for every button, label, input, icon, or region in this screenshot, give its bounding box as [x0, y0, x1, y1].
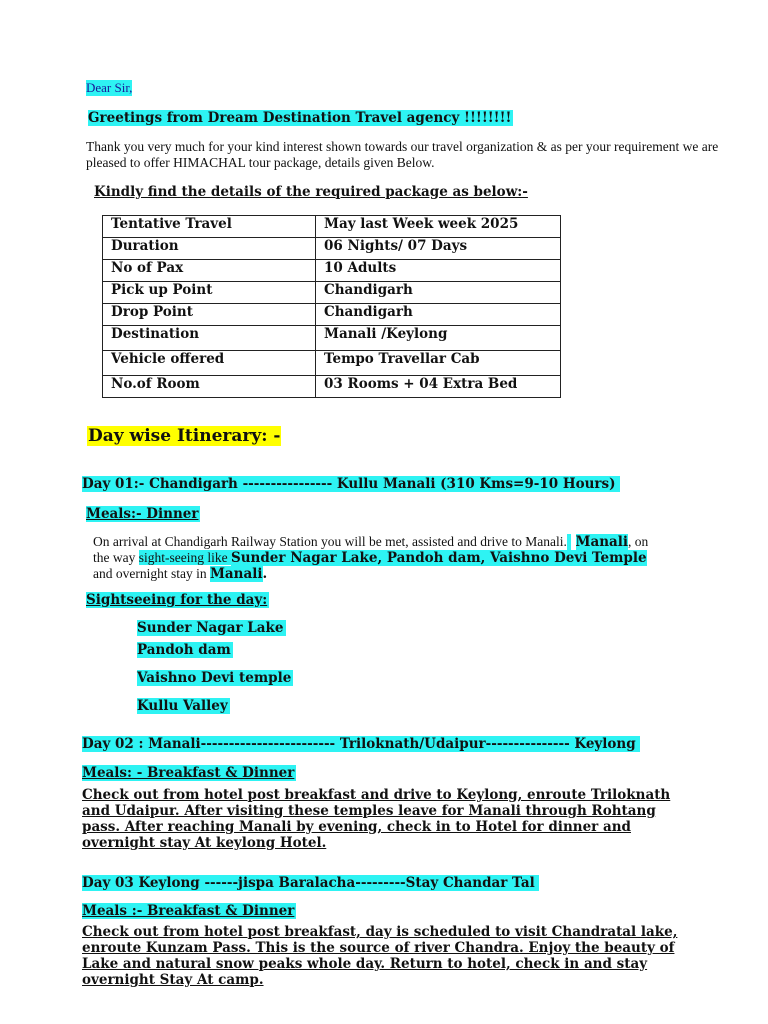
package-row-value: 03 Rooms + 04 Extra Bed [316, 376, 561, 398]
day1-description [93, 534, 653, 582]
package-row-label: No.of Room [103, 376, 316, 398]
day1-desc-overnight: and overnight stay in [93, 566, 210, 581]
package-row-value: Manali /Keylong [316, 326, 561, 351]
day2-description: Check out from hotel post breakfast and drive to Keylong, enroute Triloknath and Udaipur. After visiting these temples leave for Manali through Rohtang pass. After reaching Manali by evening, check in to Hotel for dinner and overnight stay At keylong Hotel. [82, 787, 671, 851]
package-row [103, 351, 561, 376]
intro-paragraph: Thank you very much for your kind interest shown towards our travel organization & as per your requirement we are pleased to offer HIMACHAL tour package, details given Below. [86, 139, 719, 170]
package-row-label: Duration [103, 238, 316, 260]
package-row-label: Pick up Point [103, 282, 316, 304]
package-row [103, 238, 561, 260]
package-details-table [102, 215, 561, 398]
day1-title: Day 01:- Chandigarh ---------------- Kullu Manali (310 Kms=9-10 Hours) [82, 476, 620, 492]
package-row [103, 376, 561, 398]
day3-description: Check out from hotel post breakfast, day is scheduled to visit Chandratal lake, enroute Kunzam Pass. This is the source of river Chandra. Enjoy the beauty of Lake and natural snow peaks whole day. Return to hotel, check in and stay overnight Stay At camp. [82, 924, 678, 988]
itinerary-heading: Day wise Itinerary: - [88, 426, 281, 446]
day1-desc-sights: Sunder Nagar Lake, Pandoh dam, Vaishno Devi Temple [230, 550, 647, 566]
package-row-value: Chandigarh [316, 282, 561, 304]
package-row-value: Tempo Travellar Cab [316, 351, 561, 376]
package-row-value: Chandigarh [316, 304, 561, 326]
package-row-label: Drop Point [103, 304, 316, 326]
package-row [103, 326, 561, 351]
sightseeing-label: Sightseeing for the day: [86, 592, 268, 608]
day1-desc-manali-end: Manali [209, 566, 263, 582]
day1-desc-period: . [262, 566, 268, 582]
package-row-label: Tentative Travel [103, 216, 316, 238]
package-row-label: Vehicle offered [103, 351, 316, 376]
package-row [103, 216, 561, 238]
sight-item: Pandoh dam [137, 642, 231, 658]
day2-title: Day 02 : Manali------------------------ Triloknath/Udaipur--------------- Keylong [82, 736, 640, 752]
day1-desc-way: , on the way [93, 534, 649, 565]
package-row [103, 282, 561, 304]
package-row-value: 10 Adults [316, 260, 561, 282]
greeting-line: Greetings from Dream Destination Travel agency !!!!!!!! [88, 110, 512, 126]
salutation: Dear Sir, [86, 80, 133, 95]
day3-meals: Meals :- Breakfast & Dinner [82, 903, 295, 919]
day1-meals: Meals:- Dinner [86, 506, 199, 522]
day3-title: Day 03 Keylong ------jispa Baralacha---------Stay Chandar Tal [82, 875, 539, 891]
package-row-value: May last Week week 2025 [316, 216, 561, 238]
sight-item: Kullu Valley [137, 698, 228, 714]
day1-desc-arrival: On arrival at Chandigarh Railway Station you will be met, assisted and drive to Manali. [93, 534, 567, 549]
package-row-label: No of Pax [103, 260, 316, 282]
day1-desc-sightseeing: sight-seeing like [138, 550, 231, 565]
day1-desc-highlight [567, 534, 571, 550]
package-row [103, 260, 561, 282]
package-row [103, 304, 561, 326]
package-details-heading: Kindly find the details of the required package as below:- [94, 184, 528, 200]
day2-meals: Meals: - Breakfast & Dinner [82, 765, 295, 781]
package-row-value: 06 Nights/ 07 Days [316, 238, 561, 260]
day1-desc-manali: Manali [575, 534, 629, 550]
sight-item: Sunder Nagar Lake [137, 620, 284, 636]
package-row-label: Destination [103, 326, 316, 351]
sight-item: Vaishno Devi temple [137, 670, 292, 686]
